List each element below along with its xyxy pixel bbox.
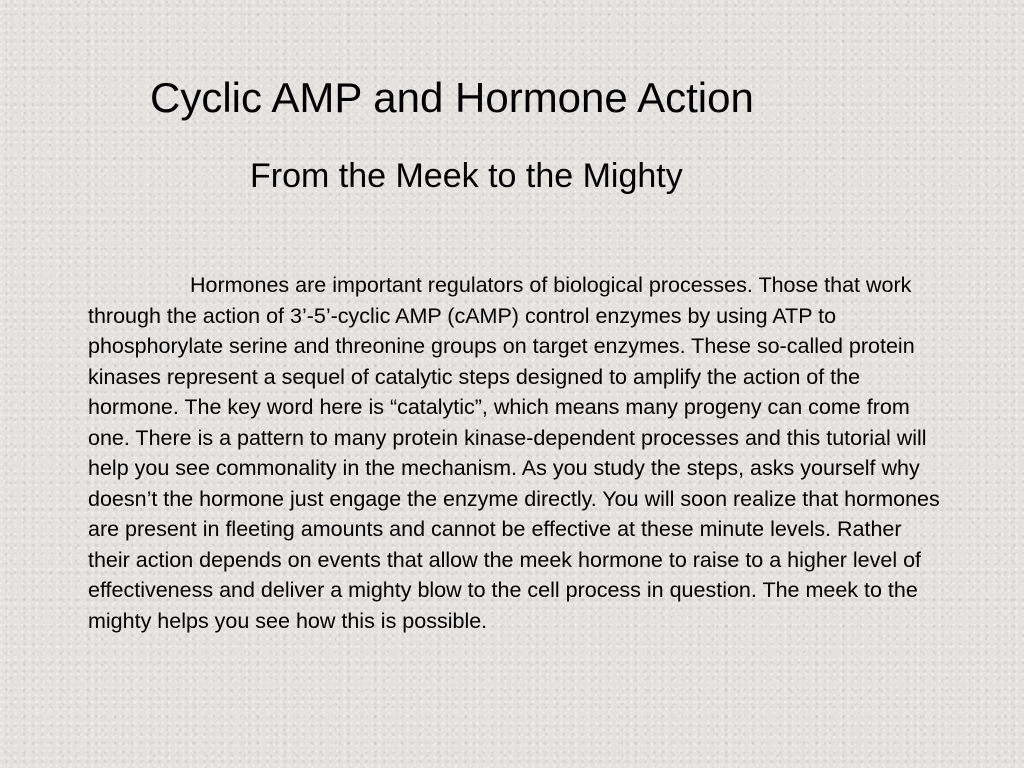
slide-subtitle: From the Meek to the Mighty: [250, 157, 683, 195]
body-paragraph: Hormones are important regulators of biological processes. Those that work through the action of 3’-5’-cyclic AMP (cAMP) control enzymes by using ATP to phosphorylate serine and threonine groups on target enzymes. These so-called protein kinases represent a sequel of catalytic steps designed to amplify the action of the hormone. The key word here is “catalytic”, which means many progeny can come from one. There is a pattern to many protein kinase-dependent processes and this tutorial will help you see commonality in the mechanism. As you study the steps, asks yourself why doesn’t the hormone just engage the enzyme directly. You will soon realize that hormones are present in fleeting amounts and cannot be effective at these minute levels. Rather their action depends on events that allow the meek hormone to raise to a higher level of effectiveness and deliver a mighty blow to the cell process in question. The meek to the mighty helps you see how this is possible.: [88, 273, 940, 633]
slide-title: Cyclic AMP and Hormone Action: [150, 74, 754, 121]
